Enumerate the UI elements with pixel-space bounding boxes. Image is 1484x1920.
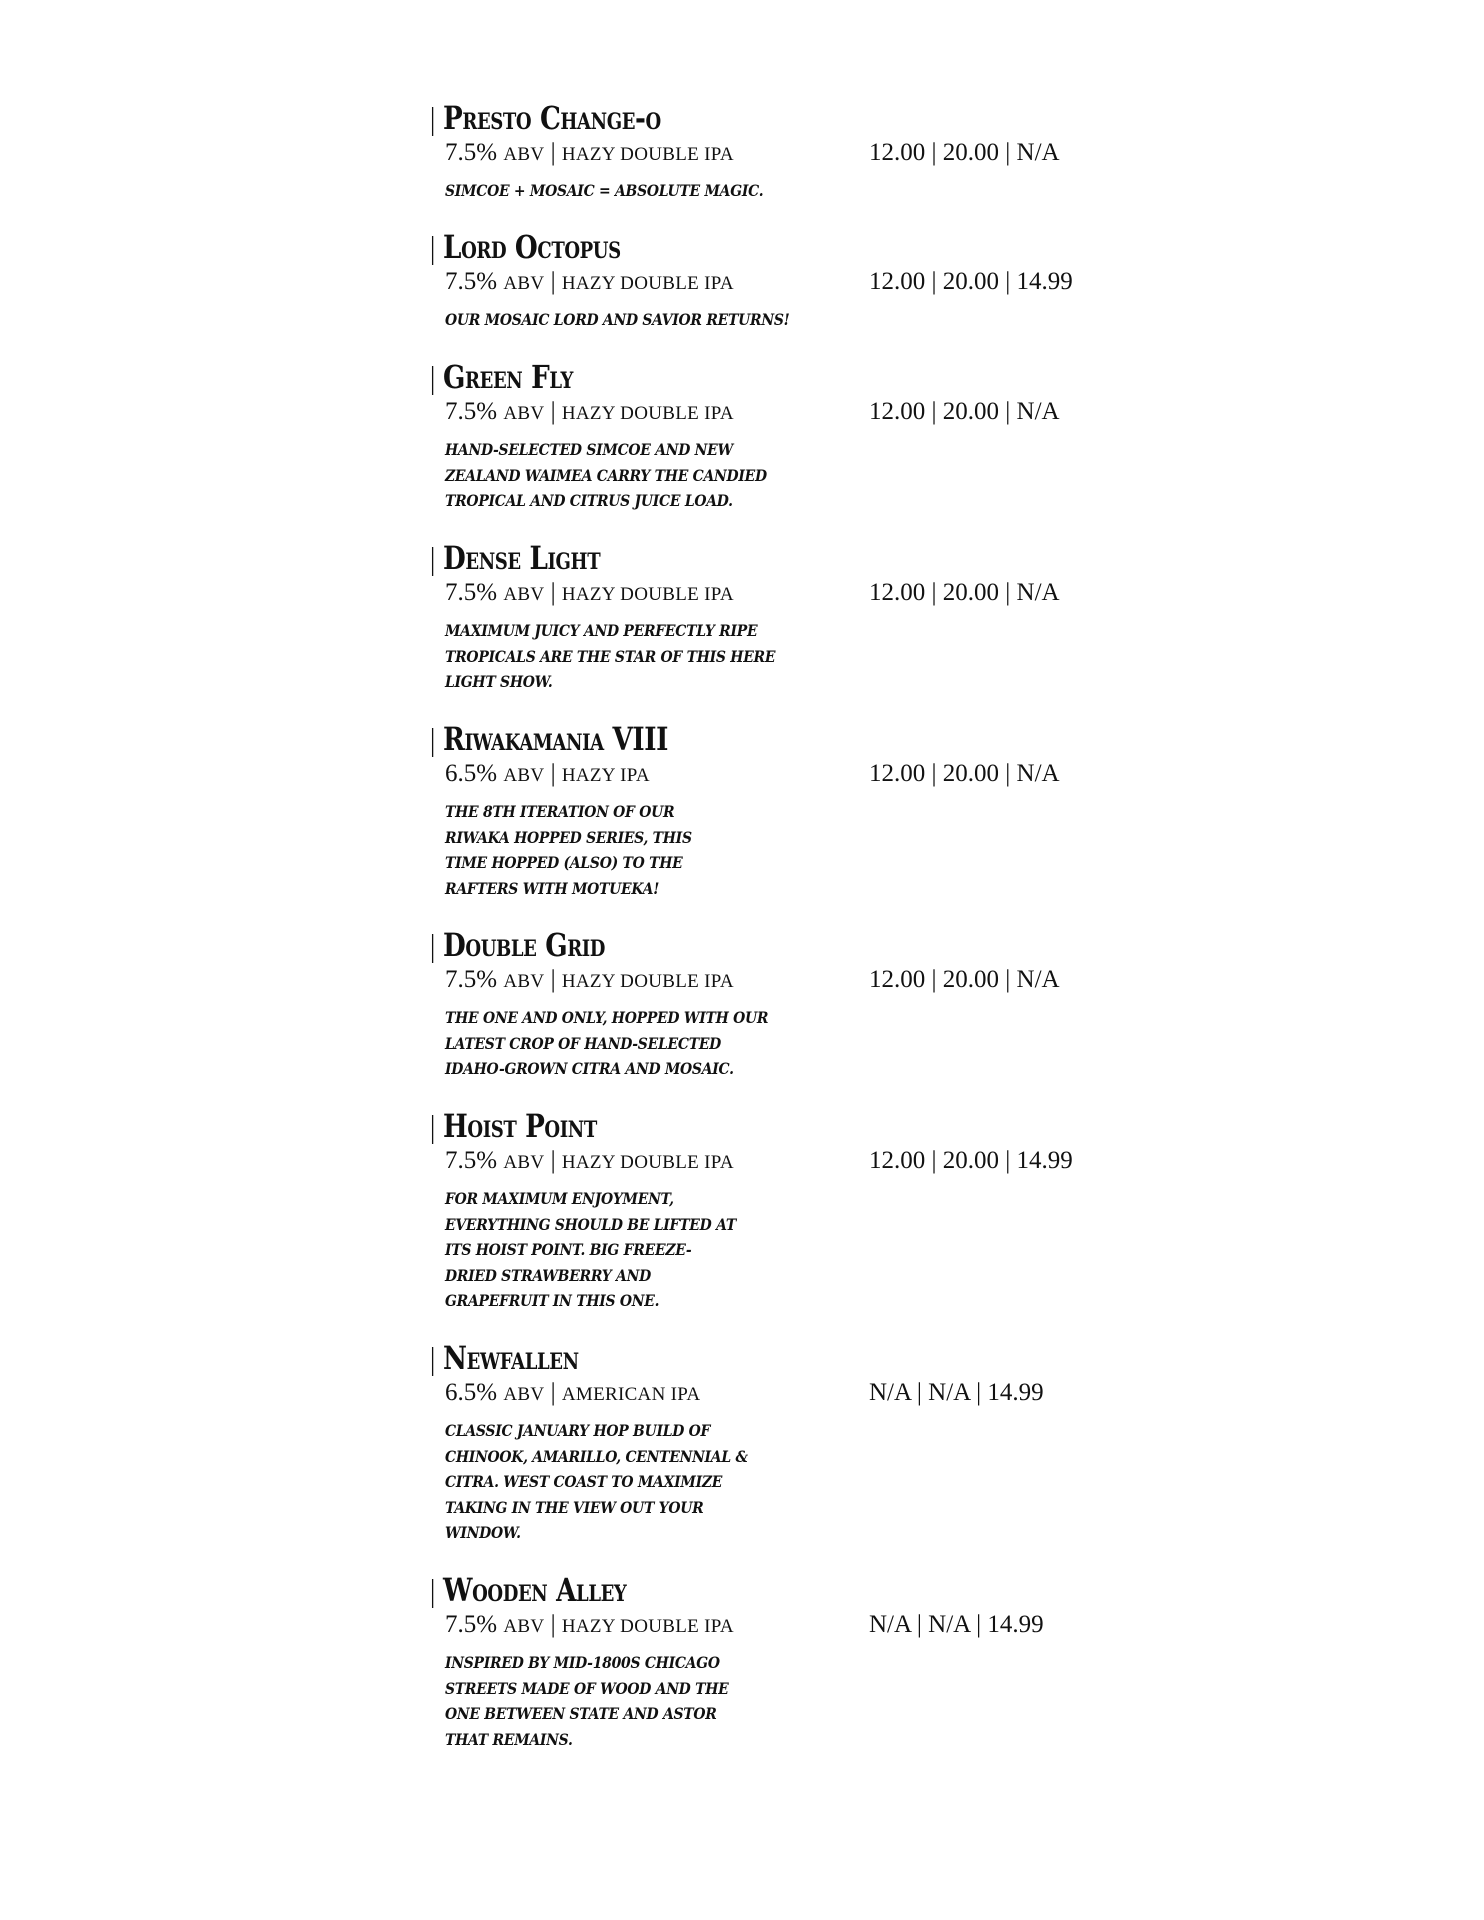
beer-abv: 7.5% bbox=[445, 1611, 498, 1638]
beer-abv: 7.5% bbox=[445, 398, 498, 425]
abv-unit: ABV bbox=[503, 765, 545, 786]
beer-name: Dense Light bbox=[443, 539, 601, 577]
beer-description: THE 8TH ITERATION OF OUR RIWAKA HOPPED SERIES, THIS TIME HOPPED (ALSO) TO THE RAFTERS WITH MOTUEKA! bbox=[445, 802, 692, 898]
style-separator: | bbox=[550, 760, 556, 787]
beer-style-line bbox=[445, 578, 734, 610]
beer-description: MAXIMUM JUICY AND PERFECTLY RIPE TROPICALS ARE THE STAR OF THIS HERE LIGHT SHOW. bbox=[445, 621, 776, 691]
beer-style-line bbox=[445, 1610, 734, 1642]
beer-abv: 7.5% bbox=[445, 139, 498, 166]
beer-style: HAZY DOUBLE IPA bbox=[561, 1152, 734, 1173]
beer-style-line bbox=[445, 138, 734, 170]
beer-name: Newfallen bbox=[443, 1339, 579, 1377]
abv-unit: ABV bbox=[503, 971, 545, 992]
beer-description: SIMCOE + MOSAIC = ABSOLUTE MAGIC. bbox=[445, 181, 764, 200]
beer-name: Hoist Point bbox=[443, 1107, 597, 1145]
beer-style: HAZY DOUBLE IPA bbox=[561, 584, 734, 605]
beer-description: OUR MOSAIC LORD AND SAVIOR RETURNS! bbox=[445, 310, 790, 329]
beer-prices: 12.00 | 20.00 | N/A bbox=[869, 760, 1060, 787]
beer-description: HAND-SELECTED SIMCOE AND NEW ZEALAND WAIMEA CARRY THE CANDIED TROPICAL AND CITRUS JUICE LOAD. bbox=[445, 440, 767, 510]
name-bar: | bbox=[430, 721, 435, 757]
beer-style-line bbox=[445, 759, 650, 791]
beer-style: HAZY DOUBLE IPA bbox=[561, 273, 734, 294]
name-bar: | bbox=[430, 359, 435, 395]
beer-style: HAZY DOUBLE IPA bbox=[561, 144, 734, 165]
beer-name: Green Fly bbox=[443, 358, 573, 396]
beer-description: THE ONE AND ONLY, HOPPED WITH OUR LATEST CROP OF HAND-SELECTED IDAHO-GROWN CITRA AND MOSAIC. bbox=[445, 1008, 769, 1078]
beer-prices: 12.00 | 20.00 | 14.99 bbox=[869, 268, 1073, 295]
beer-style: HAZY DOUBLE IPA bbox=[561, 403, 734, 424]
beer-style: HAZY DOUBLE IPA bbox=[561, 971, 734, 992]
beer-name: Presto Change-o bbox=[443, 99, 661, 137]
name-bar: | bbox=[430, 1340, 435, 1376]
abv-unit: ABV bbox=[503, 403, 545, 424]
beer-prices: 12.00 | 20.00 | N/A bbox=[869, 966, 1060, 993]
beer-style-line bbox=[445, 267, 734, 299]
beer-description: INSPIRED BY MID-1800S CHICAGO STREETS MADE OF WOOD AND THE ONE BETWEEN STATE AND ASTOR THAT REMAINS. bbox=[445, 1653, 729, 1749]
beer-abv: 6.5% bbox=[445, 1379, 498, 1406]
beer-abv: 7.5% bbox=[445, 966, 498, 993]
beer-abv: 7.5% bbox=[445, 579, 498, 606]
beer-name: Lord Octopus bbox=[443, 228, 621, 266]
beer-style-line bbox=[445, 1146, 734, 1178]
beer-prices: 12.00 | 20.00 | N/A bbox=[869, 398, 1060, 425]
name-bar: | bbox=[430, 927, 435, 963]
beer-abv: 7.5% bbox=[445, 268, 498, 295]
beer-style: HAZY IPA bbox=[561, 765, 650, 786]
abv-unit: ABV bbox=[503, 1384, 545, 1405]
name-bar: | bbox=[430, 1572, 435, 1608]
beer-prices: N/A | N/A | 14.99 bbox=[869, 1611, 1044, 1638]
beer-style-line bbox=[445, 965, 734, 997]
style-separator: | bbox=[550, 1147, 556, 1174]
beer-name: Wooden Alley bbox=[443, 1571, 627, 1609]
name-bar: | bbox=[430, 100, 435, 136]
beer-style-line bbox=[445, 1378, 700, 1410]
style-separator: | bbox=[550, 1379, 556, 1406]
beer-name: Riwakamania VIII bbox=[443, 720, 668, 758]
beer-abv: 7.5% bbox=[445, 1147, 498, 1174]
style-separator: | bbox=[550, 139, 556, 166]
style-separator: | bbox=[550, 579, 556, 606]
beer-description: FOR MAXIMUM ENJOYMENT, EVERYTHING SHOULD BE LIFTED AT ITS HOIST POINT. BIG FREEZE- DRIED STRAWBERRY AND GRAPEFRUIT IN THIS ONE. bbox=[445, 1189, 736, 1310]
beer-abv: 6.5% bbox=[445, 760, 498, 787]
beer-description: CLASSIC JANUARY HOP BUILD OF CHINOOK, AMARILLO, CENTENNIAL & CITRA. WEST COAST TO MAXIMIZE TAKING IN THE VIEW OUT YOUR WINDOW. bbox=[445, 1421, 748, 1542]
name-bar: | bbox=[430, 1108, 435, 1144]
beer-prices: N/A | N/A | 14.99 bbox=[869, 1379, 1044, 1406]
style-separator: | bbox=[550, 268, 556, 295]
beer-name: Double Grid bbox=[443, 926, 606, 964]
name-bar: | bbox=[430, 540, 435, 576]
beer-prices: 12.00 | 20.00 | 14.99 bbox=[869, 1147, 1073, 1174]
style-separator: | bbox=[550, 398, 556, 425]
beer-prices: 12.00 | 20.00 | N/A bbox=[869, 139, 1060, 166]
style-separator: | bbox=[550, 966, 556, 993]
style-separator: | bbox=[550, 1611, 556, 1638]
name-bar: | bbox=[430, 229, 435, 265]
beer-prices: 12.00 | 20.00 | N/A bbox=[869, 579, 1060, 606]
abv-unit: ABV bbox=[503, 273, 545, 294]
beer-style-line bbox=[445, 397, 734, 429]
abv-unit: ABV bbox=[503, 144, 545, 165]
beer-style: HAZY DOUBLE IPA bbox=[561, 1616, 734, 1637]
abv-unit: ABV bbox=[503, 584, 545, 605]
beer-style: AMERICAN IPA bbox=[561, 1384, 701, 1405]
abv-unit: ABV bbox=[503, 1616, 545, 1637]
abv-unit: ABV bbox=[503, 1152, 545, 1173]
